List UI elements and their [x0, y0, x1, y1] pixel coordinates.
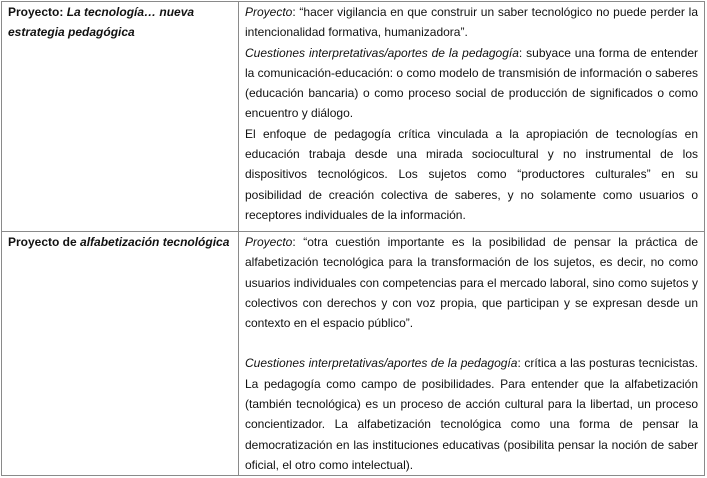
project-quote: [245, 232, 698, 333]
project-label-cell: [2, 232, 239, 476]
label-title: La tecnología… nueva estrategia pedagógica: [8, 5, 195, 40]
interpretation-text: : subyace una forma de entender la comunicación-educación: o como modelo de transmisión de información o saberes (educación bancaria) o como proceso social de producción de significados o como encuentro y diálogo.: [245, 45, 698, 121]
quote-text: : “hacer vigilancia en que construir un saber tecnológico no puede perder la intencionalidad formativa, humanizadora”.: [245, 5, 698, 40]
label-prefix: Proyecto:: [8, 5, 67, 19]
quote-lead: Proyecto: [245, 235, 293, 249]
project-content-cell: [239, 2, 705, 232]
interpretation-text: : crítica a las posturas tecnicistas. La pedagogía como campo de posibilidades. Para entender que la alfabetización (también tecnológica) es un proceso de acción cultural para la libertad, un proceso concientizador. La alfabetización tecnológica como una forma de pensar la democratización en las instituciones educativas (posibilita pensar la noción de saber oficial, el otro como intelectual).: [245, 356, 698, 472]
project-label-cell: [2, 2, 239, 232]
interpretation-paragraph: [245, 43, 698, 124]
quote-text: : “otra cuestión importante es la posibilidad de pensar la práctica de alfabetización tecnológica para la transformación de los sujetos, es decir, no como usuarios individuales con competencias para el mercado laboral, sino como sujetos y colectivos con derechos y con voz propia, que participan y se expresan desde un contexto en el espacio público”.: [245, 235, 698, 331]
critical-pedagogy-paragraph: El enfoque de pedagogía crítica vinculada a la apropiación de tecnologías en educación trabaja desde una mirada sociocultural y no instrumental de los dispositivos tecnológicos. Los sujetos como “productores culturales” en su posibilidad de creación colectiva de saberes, y no solamente como usuarios o receptores individuales de la información.: [245, 126, 698, 222]
quote-lead: Proyecto: [245, 5, 293, 19]
project-table: [1, 1, 705, 476]
interpretation-lead: Cuestiones interpretativas/aportes de la pedagogía: [245, 45, 519, 60]
project-quote: [245, 2, 698, 43]
label-prefix: Proyecto de: [8, 235, 81, 249]
label-title: alfabetización tecnológica: [80, 235, 230, 249]
project-label: [8, 5, 194, 39]
interpretation-lead: Cuestiones interpretativas/aportes de la pedagogía: [245, 356, 518, 371]
paragraph-gap: [245, 333, 698, 353]
table-row: [2, 2, 705, 232]
table-row: [2, 232, 705, 476]
project-content-cell: [239, 232, 705, 476]
interpretation-paragraph: [245, 353, 698, 475]
project-label: [8, 235, 229, 249]
